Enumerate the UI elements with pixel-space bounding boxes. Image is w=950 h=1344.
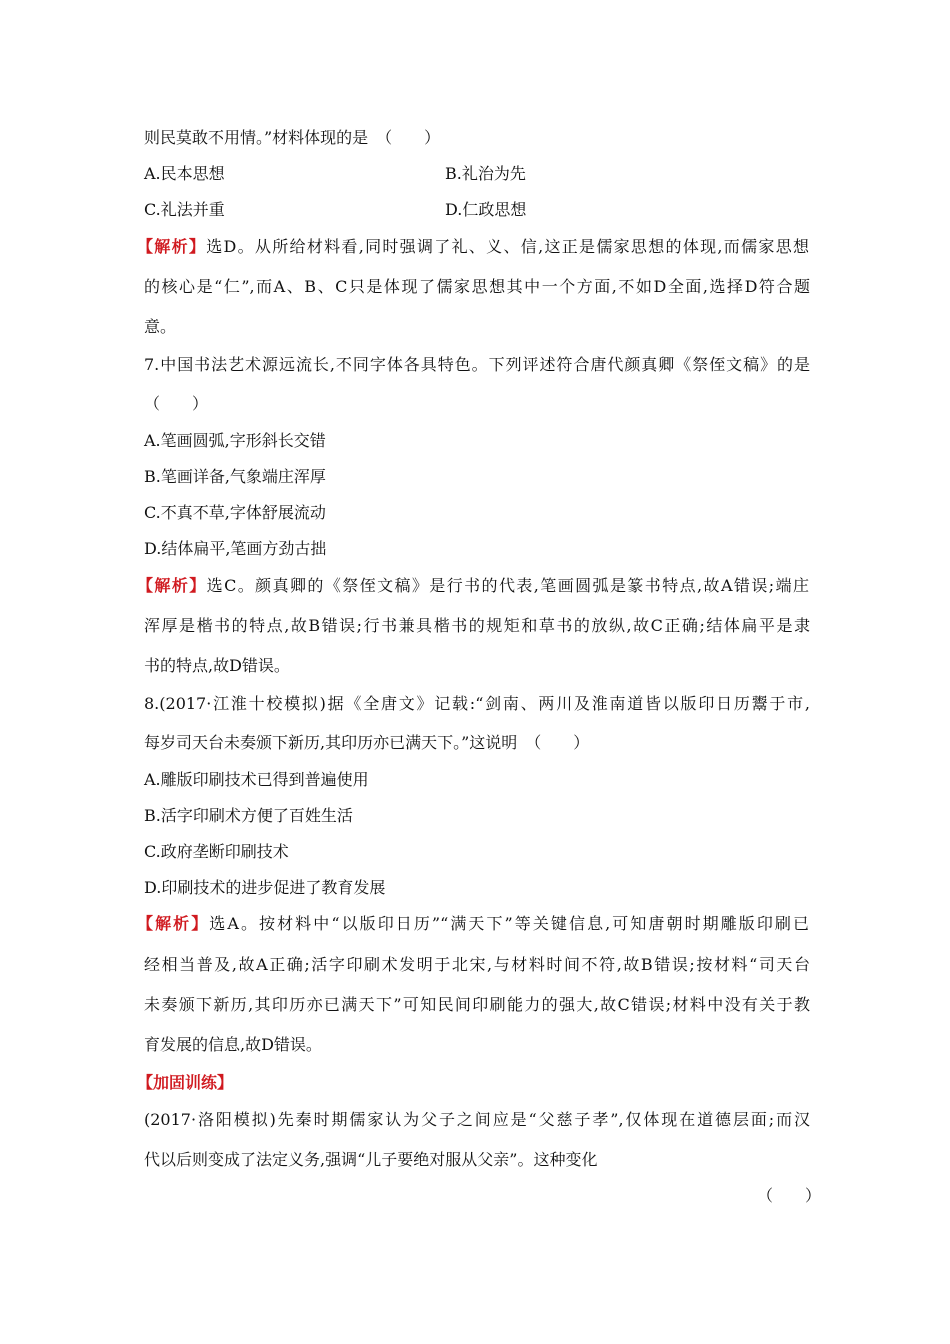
q7-stem-line-2: （ ） — [144, 394, 209, 413]
q8-analysis-line-1: 【解析】选A。按材料中“以版印日历”“满天下”等关键信息,可知唐朝时期雕版印刷已 — [137, 914, 809, 933]
q6-option-a: A.民本思想 — [144, 164, 225, 183]
analysis-tag: 【解析】 — [137, 576, 207, 595]
q7-option-c: C.不真不草,字体舒展流动 — [144, 503, 326, 522]
q7-analysis-line-2: 浑厚是楷书的特点,故B错误;行书兼具楷书的规矩和草书的放纵,故C正确;结体扁平是隶 — [144, 616, 810, 635]
q6-analysis-line-2: 的核心是“仁”,而A、B、C只是体现了儒家思想其中一个方面,不如D全面,选择D符合题 — [144, 277, 810, 296]
q8-analysis-line-2: 经相当普及,故A正确;活字印刷术发明于北宋,与材料时间不符,故B错误;按材料“司天台 — [144, 955, 810, 974]
q6-option-d: D.仁政思想 — [445, 200, 527, 219]
q7-option-d: D.结体扁平,笔画方劲古拙 — [144, 539, 327, 558]
q7-option-a: A.笔画圆弧,字形斜长交错 — [144, 431, 326, 450]
q6-analysis-line-1: 【解析】选D。从所给材料看,同时强调了礼、义、信,这正是儒家思想的体现,而儒家思想 — [137, 237, 809, 256]
q8-stem-line-2: 每岁司天台未奏颁下新历,其印历亦已满天下。”这说明 （ ） — [144, 733, 590, 752]
q7-option-b: B.笔画详备,气象端庄浑厚 — [144, 467, 326, 486]
reinforce-tag: 【加固训练】 — [137, 1073, 234, 1092]
q8-option-d: D.印刷技术的进步促进了教育发展 — [144, 878, 386, 897]
q7-analysis-line-3: 书的特点,故D错误。 — [144, 656, 290, 675]
analysis-tag: 【解析】 — [137, 237, 207, 256]
reinforce-heading — [137, 1072, 803, 1094]
q8-analysis-line-3: 未奏颁下新历,其印历亦已满天下”可知民间印刷能力的强大,故C错误;材料中没有关于教 — [144, 995, 810, 1014]
q7-stem-line-1: 7.中国书法艺术源远流长,不同字体各具特色。下列评述符合唐代颜真卿《祭侄文稿》的是 — [144, 355, 810, 374]
q7-analysis-line-1: 【解析】选C。颜真卿的《祭侄文稿》是行书的代表,笔画圆弧是篆书特点,故A错误;端庄 — [137, 576, 809, 595]
q8-stem-line-1: 8.(2017·江淮十校模拟)据《全唐文》记载:“剑南、两川及淮南道皆以版印日历鬻于市, — [144, 694, 810, 713]
reinforce-answer-paren: （ ） — [757, 1186, 822, 1205]
q8-option-c: C.政府垄断印刷技术 — [144, 842, 289, 861]
reinforce-stem-line-2: 代以后则变成了法定义务,强调“儿子要绝对服从父亲”。这种变化 — [144, 1150, 598, 1169]
reinforce-stem-line-1: (2017·洛阳模拟)先秦时期儒家认为父子之间应是“父慈子孝”,仅体现在道德层面;而汉 — [144, 1110, 810, 1129]
q6-analysis-line-3: 意。 — [144, 317, 177, 336]
q6-stem: 则民莫敢不用情。”材料体现的是 （ ） — [144, 128, 441, 147]
q6-option-c: C.礼法并重 — [144, 200, 225, 219]
q6-option-b: B.礼治为先 — [445, 164, 526, 183]
q8-option-b: B.活字印刷术方便了百姓生活 — [144, 806, 353, 825]
q8-analysis-line-4: 育发展的信息,故D错误。 — [144, 1035, 322, 1054]
q8-option-a: A.雕版印刷技术已得到普遍使用 — [144, 770, 369, 789]
analysis-tag: 【解析】 — [137, 914, 210, 933]
